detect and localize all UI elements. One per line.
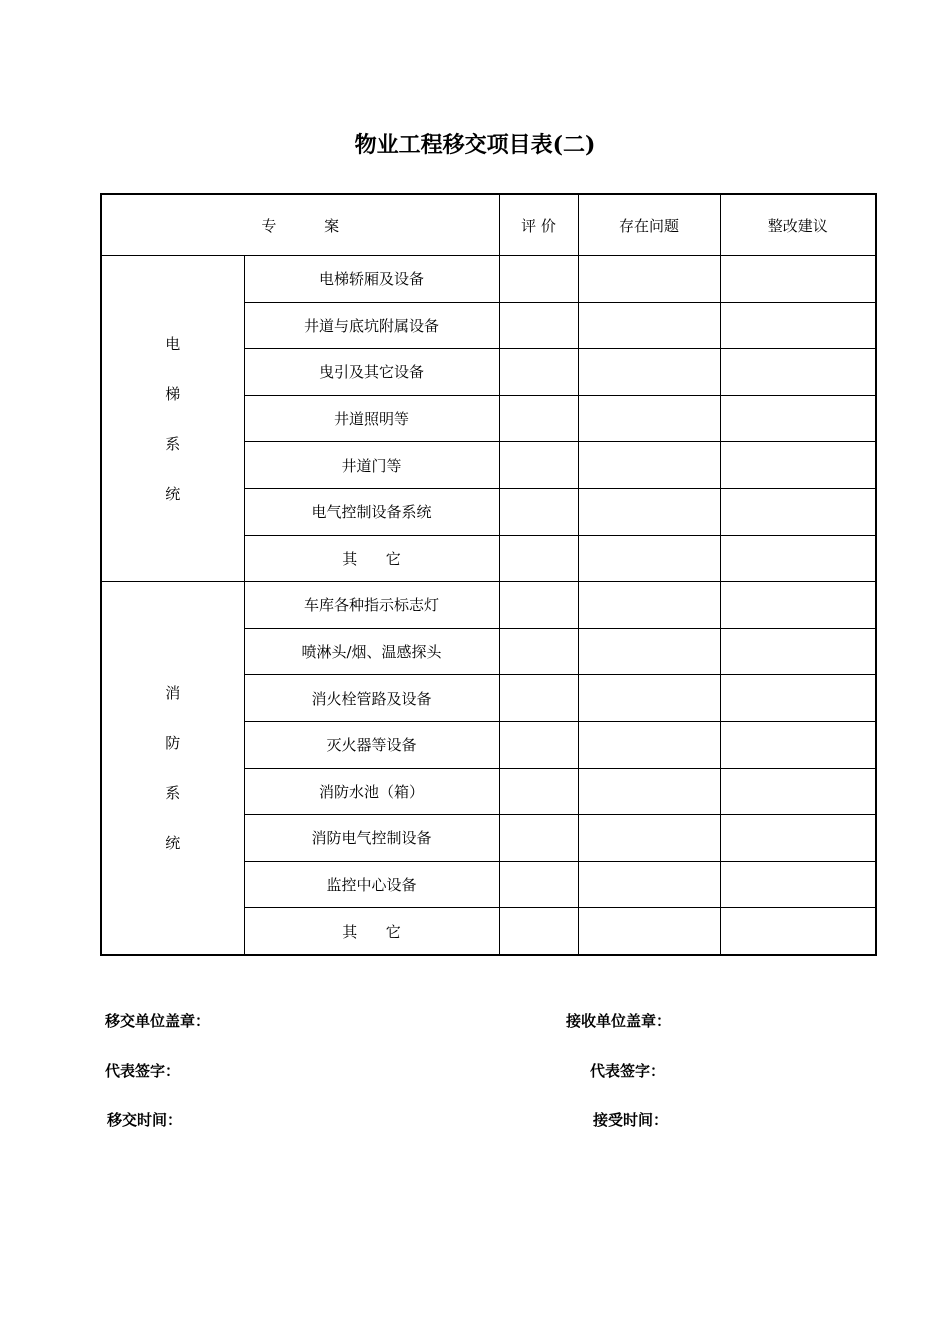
receive-time-label: 接受时间： [593, 1111, 669, 1129]
group-label [102, 668, 244, 868]
evaluation-cell[interactable] [499, 628, 578, 675]
item-name-cell [244, 815, 499, 862]
suggestions-cell[interactable] [720, 349, 876, 396]
problems-cell[interactable] [578, 815, 720, 862]
item-name-cell [244, 488, 499, 535]
item-name: 车库各种指示标志灯 [303, 596, 439, 615]
item-name: 其 它 [342, 549, 401, 568]
evaluation-cell[interactable] [499, 675, 578, 722]
suggestions-cell[interactable] [720, 395, 876, 442]
item-name-cell [244, 349, 499, 396]
evaluation-cell[interactable] [499, 442, 578, 489]
problems-cell[interactable] [578, 628, 720, 675]
item-name-cell [244, 395, 499, 442]
header-suggestions-label: 整改建议 [767, 216, 828, 235]
page-title: 物业工程移交项目表(二) [354, 132, 596, 158]
item-name-cell [244, 721, 499, 768]
item-name: 井道照明等 [333, 410, 409, 429]
evaluation-cell[interactable] [499, 908, 578, 955]
suggestions-cell[interactable] [720, 302, 876, 349]
header-evaluation [499, 194, 578, 256]
suggestions-cell[interactable] [720, 768, 876, 815]
evaluation-cell[interactable] [499, 861, 578, 908]
suggestions-cell[interactable] [720, 488, 876, 535]
group-label-char: 系 [165, 434, 181, 453]
receive-seal-label: 接收单位盖章： [566, 1012, 672, 1030]
evaluation-cell[interactable] [499, 488, 578, 535]
suggestions-cell[interactable] [720, 628, 876, 675]
problems-cell[interactable] [578, 395, 720, 442]
suggestions-cell[interactable] [720, 535, 876, 582]
item-name: 曳引及其它设备 [318, 363, 424, 382]
suggestions-cell[interactable] [720, 861, 876, 908]
item-name: 消防电气控制设备 [311, 829, 432, 848]
problems-cell[interactable] [578, 582, 720, 629]
item-name-cell [244, 861, 499, 908]
item-name-cell [244, 535, 499, 582]
rep-sign-left-label: 代表签字： [105, 1062, 181, 1080]
item-name: 喷淋头/烟、温感探头 [301, 643, 442, 662]
problems-cell[interactable] [578, 721, 720, 768]
problems-cell[interactable] [578, 302, 720, 349]
group-label-char: 系 [165, 784, 181, 803]
group-label-char: 统 [165, 834, 181, 853]
item-name: 灭火器等设备 [326, 736, 417, 755]
group-label [102, 319, 244, 519]
item-name: 监控中心设备 [326, 876, 417, 895]
item-name: 其 它 [342, 922, 401, 941]
item-name: 消火栓管路及设备 [311, 689, 432, 708]
evaluation-cell[interactable] [499, 582, 578, 629]
group-label-char: 消 [165, 684, 181, 703]
header-suggestions [720, 194, 876, 256]
evaluation-cell[interactable] [499, 349, 578, 396]
problems-cell[interactable] [578, 256, 720, 303]
problems-cell[interactable] [578, 488, 720, 535]
handover-seal-label: 移交单位盖章： [105, 1012, 211, 1030]
suggestions-cell[interactable] [720, 815, 876, 862]
table-row [101, 582, 876, 629]
suggestions-cell[interactable] [720, 256, 876, 303]
header-problems [578, 194, 720, 256]
item-name: 井道门等 [341, 456, 402, 475]
evaluation-cell[interactable] [499, 535, 578, 582]
problems-cell[interactable] [578, 861, 720, 908]
suggestions-cell[interactable] [720, 721, 876, 768]
evaluation-cell[interactable] [499, 768, 578, 815]
header-row [101, 194, 876, 256]
header-project-label: 专 案 [261, 216, 340, 235]
evaluation-cell[interactable] [499, 395, 578, 442]
handover-table [100, 193, 877, 956]
item-name: 井道与底坑附属设备 [303, 316, 439, 335]
problems-cell[interactable] [578, 908, 720, 955]
header-problems-label: 存在问题 [618, 216, 679, 235]
item-name-cell [244, 582, 499, 629]
problems-cell[interactable] [578, 442, 720, 489]
group-label-char: 电 [165, 334, 181, 353]
suggestions-cell[interactable] [720, 908, 876, 955]
item-name-cell [244, 628, 499, 675]
evaluation-cell[interactable] [499, 302, 578, 349]
header-evaluation-label: 评 价 [521, 216, 556, 235]
suggestions-cell[interactable] [720, 442, 876, 489]
evaluation-cell[interactable] [499, 721, 578, 768]
problems-cell[interactable] [578, 768, 720, 815]
group-label-char: 防 [165, 734, 181, 753]
item-name: 消防水池（箱） [318, 782, 424, 801]
item-name-cell [244, 442, 499, 489]
item-name-cell [244, 768, 499, 815]
group-label-cell [101, 256, 244, 582]
header-project [101, 194, 499, 256]
rep-sign-right-label: 代表签字： [590, 1062, 666, 1080]
item-name-cell [244, 256, 499, 303]
group-label-char: 统 [165, 484, 181, 503]
evaluation-cell[interactable] [499, 256, 578, 303]
item-name-cell [244, 302, 499, 349]
item-name: 电梯轿厢及设备 [318, 270, 424, 289]
suggestions-cell[interactable] [720, 675, 876, 722]
handover-time-label: 移交时间： [107, 1111, 183, 1129]
group-label-cell [101, 582, 244, 955]
table-row [101, 256, 876, 303]
problems-cell[interactable] [578, 535, 720, 582]
problems-cell[interactable] [578, 349, 720, 396]
item-name-cell [244, 675, 499, 722]
problems-cell[interactable] [578, 675, 720, 722]
evaluation-cell[interactable] [499, 815, 578, 862]
item-name-cell [244, 908, 499, 955]
group-label-char: 梯 [165, 384, 181, 403]
item-name: 电气控制设备系统 [311, 503, 432, 522]
suggestions-cell[interactable] [720, 582, 876, 629]
